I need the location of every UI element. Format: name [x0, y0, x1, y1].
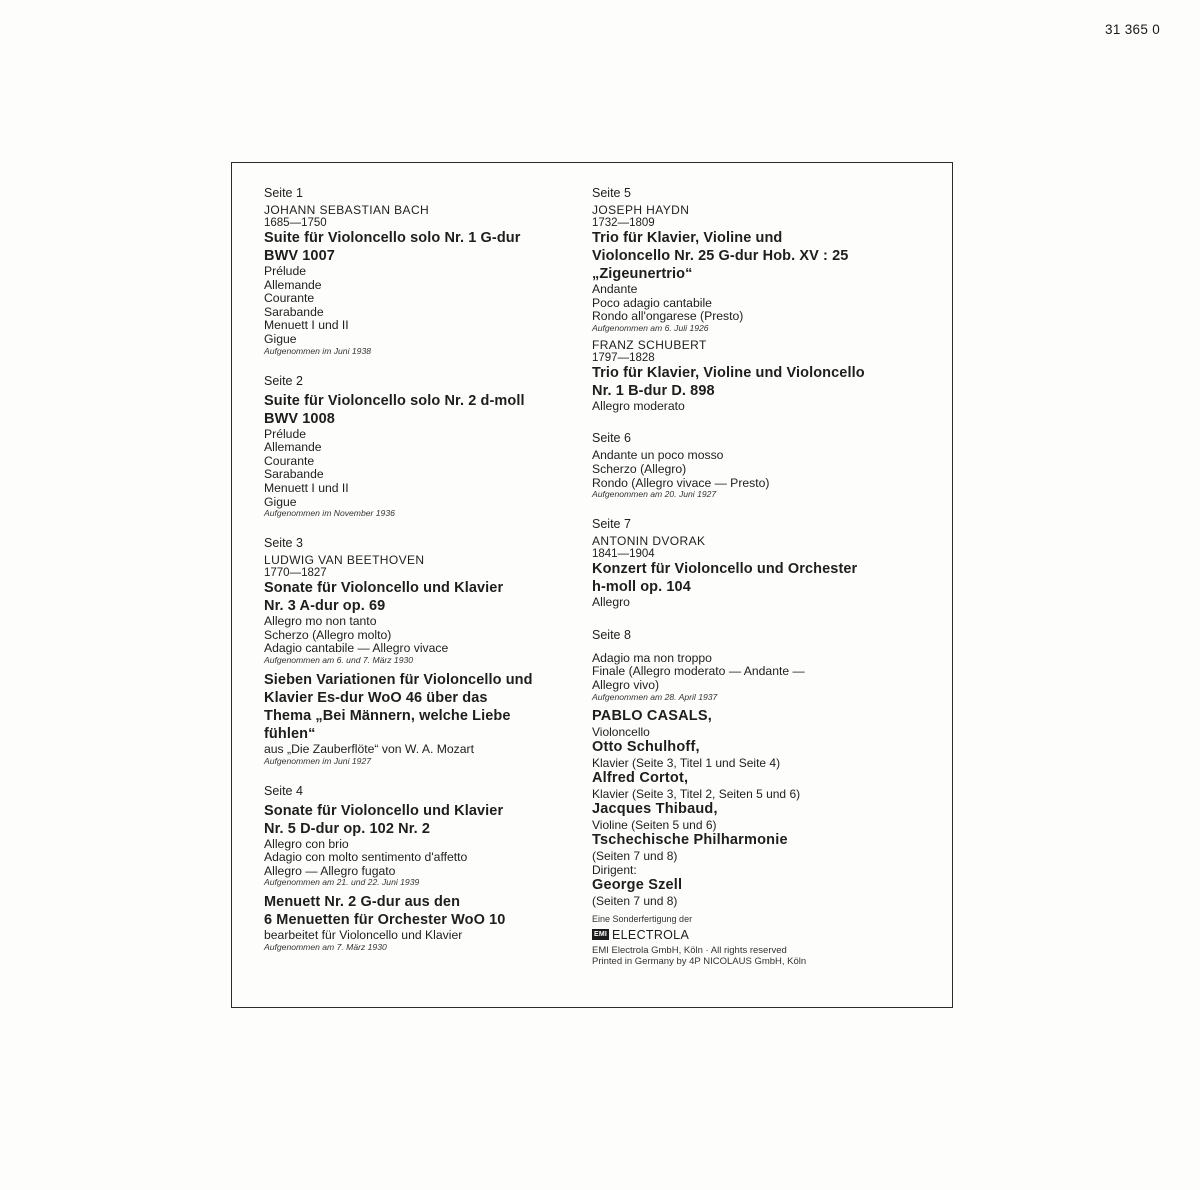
work-note: aus „Die Zauberflöte“ von W. A. Mozart [264, 741, 474, 756]
composer-dates: 1685—1750 [264, 217, 327, 229]
movement: Scherzo (Allegro) [592, 461, 687, 476]
performer-name: Alfred Cortot, [592, 769, 689, 786]
sonderfertigung-note: Eine Sonderfertigung der [592, 913, 693, 924]
composer-dates: 1797—1828 [592, 351, 655, 364]
work-title-line: Nr. 5 D-dur op. 102 Nr. 2 [264, 820, 431, 837]
side-heading: Seite 2 [264, 373, 303, 388]
work-title-line: Trio für Klavier, Violine und [592, 230, 783, 246]
work-note: bearbeitet für Violoncello und Klavier [264, 928, 463, 943]
work-title-line: Sonate für Violoncello und Klavier [264, 580, 504, 597]
work-title-line: BWV 1007 [264, 248, 335, 264]
movement: Rondo (Allegro vivace — Presto) [592, 475, 770, 490]
movement: Gigue [264, 494, 297, 509]
movement: Poco adagio cantabile [592, 295, 712, 310]
movement: Courante [264, 453, 315, 468]
work-title-line: Violoncello Nr. 25 G-dur Hob. XV : 25 [592, 248, 849, 264]
right-column [592, 186, 917, 967]
composer-name: ANTONIN DVORAK [592, 534, 706, 549]
performer-role: Violine (Seiten 5 und 6) [592, 817, 717, 832]
composer-name: FRANZ SCHUBERT [592, 337, 707, 352]
composer-name: JOHANN SEBASTIAN BACH [264, 203, 430, 217]
emi-logo-mark: EMI [594, 931, 608, 939]
side-8 [592, 628, 917, 702]
side-1 [264, 186, 589, 356]
movement: Allegro con brio [264, 836, 349, 851]
dirigent-label: Dirigent: [592, 862, 637, 877]
performers [592, 708, 917, 908]
work-title-line: „Zigeunertrio“ [592, 266, 693, 282]
recording-date: Aufgenommen im Juni 1938 [264, 345, 372, 356]
copyright-line: EMI Electrola GmbH, Köln · All rights reserved [592, 944, 787, 956]
performer-role: Klavier (Seite 3, Titel 2, Seiten 5 und 6) [592, 786, 801, 801]
movement: Adagio cantabile — Allegro vivace [264, 641, 449, 656]
work-title-line: 6 Menuetten für Orchester WoO 10 [264, 912, 506, 929]
recording-date: Aufgenommen am 7. März 1930 [264, 941, 387, 952]
performer-name: Otto Schulhoff, [592, 738, 700, 755]
movement: Prélude [264, 426, 307, 441]
work-title-line: h-moll op. 104 [592, 579, 691, 596]
work-title-line: Sonate für Violoncello und Klavier [264, 802, 504, 819]
movement: Sarabande [264, 304, 324, 319]
work-title-line: Klavier Es-dur WoO 46 über das [264, 689, 488, 706]
recording-date: Aufgenommen im Juni 1927 [264, 755, 372, 766]
emi-electrola-logo [592, 926, 917, 944]
performer-role: Violoncello [592, 724, 650, 739]
performer-name: PABLO CASALS, [592, 707, 712, 724]
side-2 [264, 374, 589, 519]
recording-date: Aufgenommen im November 1936 [264, 508, 395, 519]
composer-name: LUDWIG VAN BEETHOVEN [264, 553, 425, 568]
recording-date: Aufgenommen am 6. Juli 1926 [592, 322, 709, 333]
recording-date: Aufgenommen am 21. und 22. Juni 1939 [264, 877, 420, 888]
side-heading: Seite 3 [264, 536, 303, 551]
work-title-line: Thema „Bei Männern, welche Liebe [264, 707, 511, 724]
side-3 [264, 536, 589, 765]
recording-date: Aufgenommen am 6. und 7. März 1930 [264, 654, 414, 665]
work-title-line: Sieben Variationen für Violoncello und [264, 671, 533, 688]
movement: Allegro [592, 595, 630, 610]
composer-name: JOSEPH HAYDN [592, 203, 690, 217]
side-7 [592, 517, 917, 610]
movement: Allemande [264, 440, 322, 455]
catalog-number: 31 365 0 [1105, 22, 1160, 37]
performer-role: Klavier (Seite 3, Titel 1 und Seite 4) [592, 755, 781, 770]
side-heading: Seite 6 [592, 431, 631, 446]
movement: Finale (Allegro moderato — Andante — [592, 664, 805, 679]
movement: Scherzo (Allegro molto) [264, 627, 392, 642]
movement: Courante [264, 291, 315, 306]
side-heading: Seite 8 [592, 627, 631, 642]
side-4 [264, 784, 589, 952]
side-5 [592, 186, 917, 413]
recording-date: Aufgenommen am 20. Juni 1927 [592, 489, 717, 500]
movement: Allegro moderato [592, 398, 685, 413]
movement: Allegro mo non tanto [264, 614, 377, 629]
movement: Adagio ma non troppo [592, 650, 712, 665]
side-heading: Seite 1 [264, 186, 303, 200]
movement: Andante [592, 282, 638, 296]
electrola-wordmark: ELECTROLA [612, 927, 690, 942]
movement: Menuett I und II [264, 318, 349, 333]
side-6 [592, 431, 917, 499]
side-heading: Seite 7 [592, 517, 631, 532]
label-credits [592, 914, 917, 967]
work-title-line: Menuett Nr. 2 G-dur aus den [264, 894, 461, 911]
movement: Adagio con molto sentimento d'affetto [264, 850, 468, 865]
movement: Rondo all'ongarese (Presto) [592, 309, 744, 324]
composer-dates: 1732—1809 [592, 217, 655, 229]
performer-name: Jacques Thibaud, [592, 800, 718, 817]
conductor-name: George Szell [592, 876, 683, 893]
liner-notes-panel [231, 162, 953, 1008]
composer-dates: 1770—1827 [264, 567, 327, 580]
work-title-line: Trio für Klavier, Violine und Violoncello [592, 364, 865, 381]
performer-role: (Seiten 7 und 8) [592, 848, 678, 863]
side-heading: Seite 5 [592, 186, 631, 200]
recording-date: Aufgenommen am 28. April 1937 [592, 691, 718, 702]
work-title-line: fühlen“ [264, 725, 316, 742]
work-title-line: Nr. 1 B-dur D. 898 [592, 382, 715, 399]
movement: Sarabande [264, 467, 324, 482]
work-title-line: Suite für Violoncello solo Nr. 1 G-dur [264, 230, 521, 246]
movement: Allegro vivo) [592, 677, 660, 692]
left-column [264, 186, 589, 952]
side-heading: Seite 4 [264, 783, 303, 798]
movement: Gigue [264, 331, 297, 346]
movement: Menuett I und II [264, 480, 349, 495]
movement: Andante un poco mosso [592, 448, 724, 463]
work-title-line: BWV 1008 [264, 410, 335, 427]
performer-name: Tschechische Philharmonie [592, 831, 788, 848]
conductor-role: (Seiten 7 und 8) [592, 893, 678, 908]
work-title-line: Nr. 3 A-dur op. 69 [264, 598, 386, 615]
movement: Prélude [264, 264, 307, 278]
movement: Allegro — Allegro fugato [264, 863, 396, 878]
work-title-line: Suite für Violoncello solo Nr. 2 d-moll [264, 392, 525, 409]
composer-dates: 1841—1904 [592, 548, 655, 561]
work-title-line: Konzert für Violoncello und Orchester [592, 561, 858, 578]
movement: Allemande [264, 277, 322, 292]
printed-line: Printed in Germany by 4P NICOLAUS GmbH, Köln [592, 955, 807, 967]
